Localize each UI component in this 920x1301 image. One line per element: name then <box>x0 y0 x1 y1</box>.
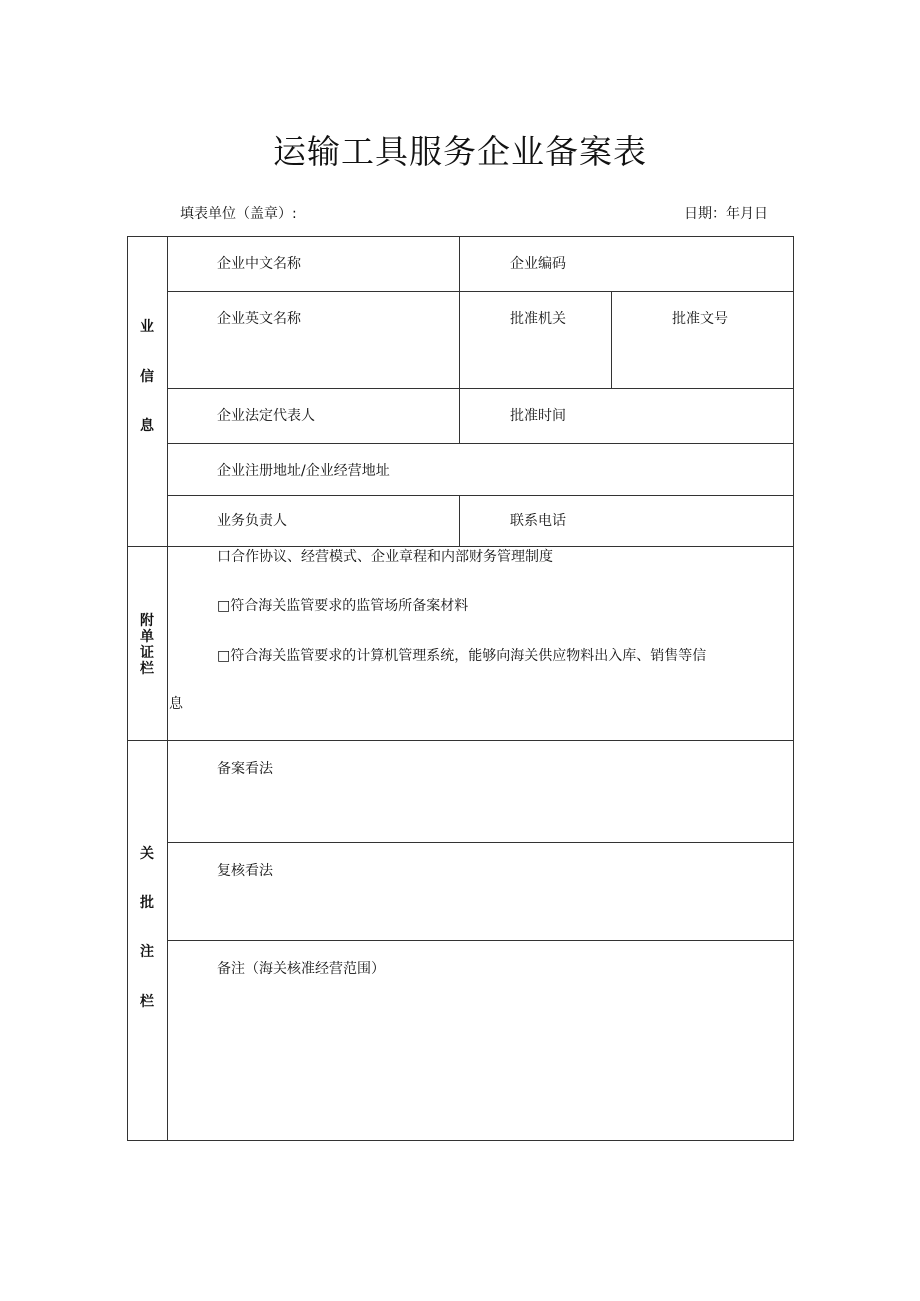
fill-unit-label: 填表单位（盖章）: <box>180 206 297 222</box>
column-divider <box>611 291 612 389</box>
section-label-approval: 关 <box>140 846 154 862</box>
review-opinion-label: 复核看法 <box>217 863 273 879</box>
row-divider <box>167 495 794 496</box>
row-divider <box>167 940 794 941</box>
attachment-item-1: 口合作协议、经营模式、企业章程和内部财务管理制度 <box>217 549 553 565</box>
row-divider <box>167 291 794 292</box>
section-divider-2 <box>127 740 794 741</box>
section-label-approval: 注 <box>140 944 154 960</box>
section-label-approval: 批 <box>140 895 154 911</box>
column-divider <box>459 236 460 444</box>
table-border-bottom <box>127 1140 794 1141</box>
row-divider <box>167 443 794 444</box>
field-label-address: 企业注册地址/企业经营地址 <box>217 463 390 479</box>
section-label-business-info: 信 <box>140 369 154 385</box>
field-label-approval-authority: 批准机关 <box>510 311 566 327</box>
field-label-cn-name: 企业中文名称 <box>217 256 301 272</box>
filing-opinion-label: 备案看法 <box>217 761 273 777</box>
remarks-label: 备注（海关核准经营范围） <box>217 961 385 977</box>
table-border-top <box>127 236 794 237</box>
attachment-item-3: □符合海关监管要求的计算机管理系统，能够向海关供应物料出入库、销售等信 <box>217 648 707 664</box>
field-label-legal-rep: 企业法定代表人 <box>217 408 315 424</box>
section-label-approval: 栏 <box>140 994 154 1010</box>
field-label-phone: 联系电话 <box>510 513 566 529</box>
section-label-business-info: 息 <box>140 418 154 434</box>
field-label-business-contact: 业务负责人 <box>217 513 287 529</box>
section-label-business-info: 业 <box>140 319 154 335</box>
attachment-item-3-cont: 息 <box>169 696 183 712</box>
field-label-en-name: 企业英文名称 <box>217 311 301 327</box>
section-label-attachments: 附 <box>140 613 154 629</box>
date-label: 日期：年月日 <box>684 206 768 222</box>
field-label-code: 企业编码 <box>510 256 566 272</box>
document-title: 运输工具服务企业备案表 <box>273 132 647 171</box>
field-label-approval-doc-no: 批准文号 <box>672 311 728 327</box>
table-border-right <box>793 236 794 1141</box>
row-divider <box>167 842 794 843</box>
section-label-attachments: 栏 <box>140 661 154 677</box>
section-label-attachments: 单 <box>140 629 154 645</box>
column-divider <box>459 495 460 547</box>
attachment-item-2: □符合海关监管要求的监管场所备案材料 <box>217 598 469 614</box>
row-divider <box>167 388 794 389</box>
section-label-attachments: 证 <box>140 645 154 661</box>
field-label-approval-time: 批准时间 <box>510 408 566 424</box>
label-column-divider <box>167 236 168 1141</box>
